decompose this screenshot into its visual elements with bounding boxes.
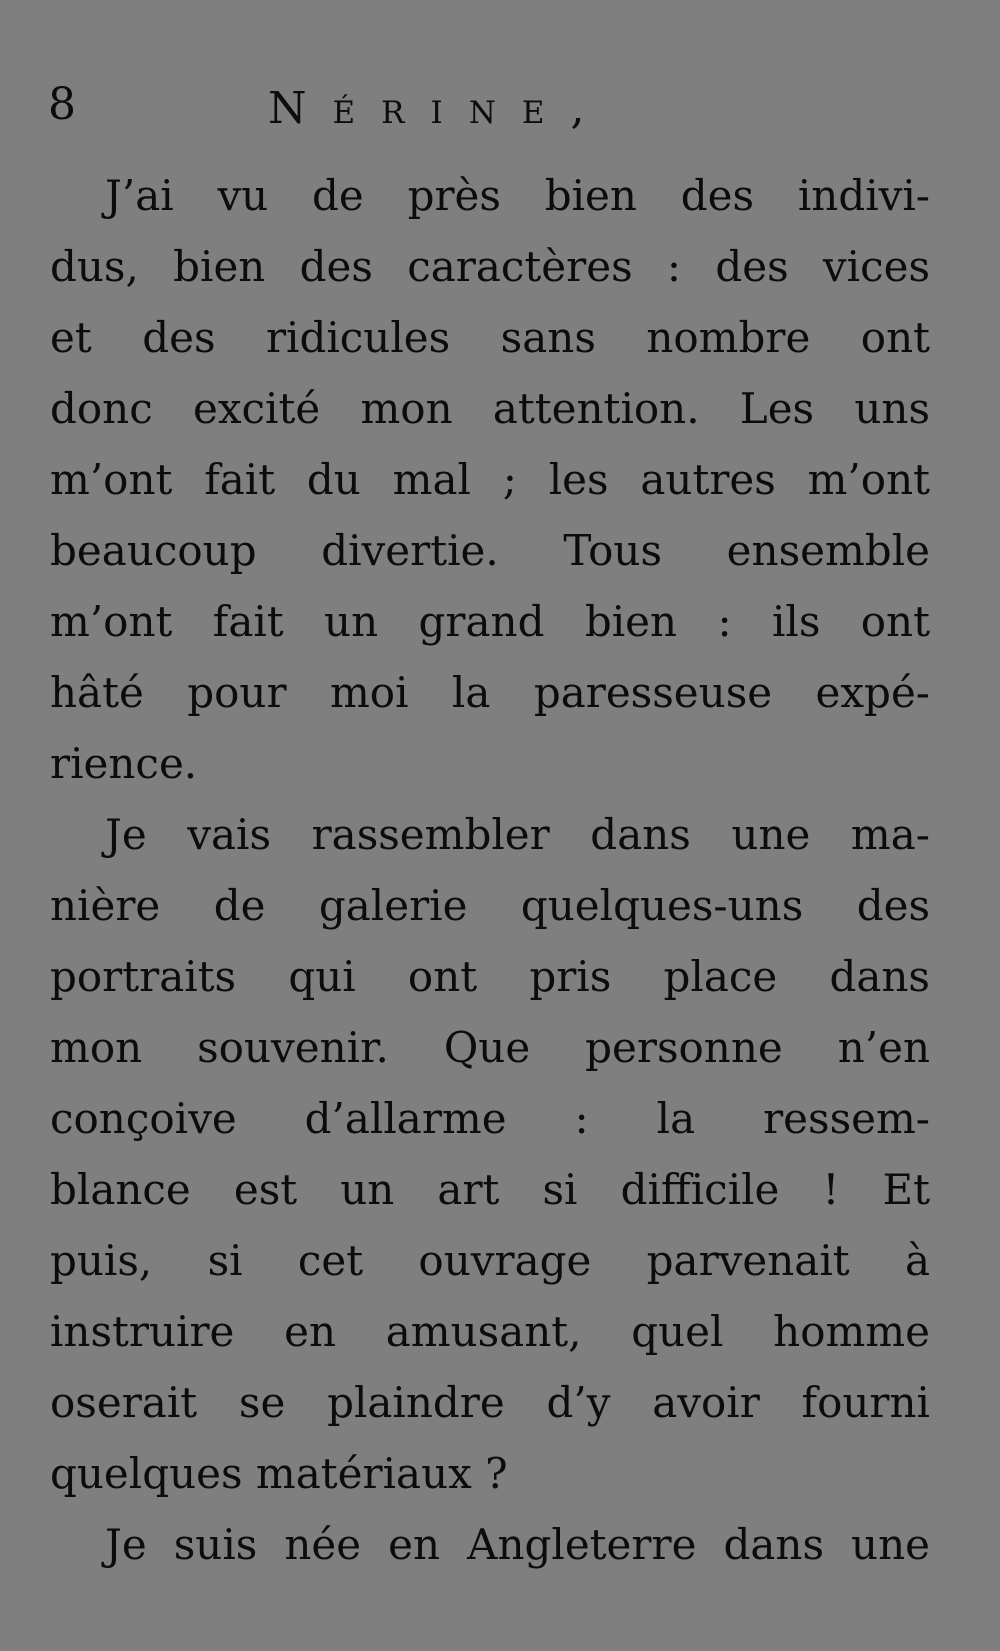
page-number: 8	[48, 79, 76, 130]
text-line: conçoive d’allarme : la ressem-	[50, 1094, 930, 1143]
text-line: dus, bien des caractères : des vices	[50, 242, 930, 291]
running-head: Nérine,	[268, 83, 611, 134]
text-line: portraits qui ont pris place dans	[50, 952, 930, 1001]
text-line: J’ai vu de près bien des indivi-	[105, 171, 930, 220]
text-line: m’ont fait du mal ; les autres m’ont	[50, 455, 930, 504]
text-line: instruire en amusant, quel homme	[50, 1307, 930, 1356]
text-line: mon souvenir. Que personne n’en	[50, 1023, 930, 1072]
text-line: beaucoup divertie. Tous ensemble	[50, 526, 930, 575]
text-line: donc excité mon attention. Les uns	[50, 384, 930, 433]
text-line: nière de galerie quelques-uns des	[50, 881, 930, 930]
body-text	[50, 160, 930, 1580]
text-line: quelques matériaux ?	[50, 1449, 508, 1498]
text-line: blance est un art si difficile ! Et	[50, 1165, 930, 1214]
text-line: puis, si cet ouvrage parvenait à	[50, 1236, 930, 1285]
text-line: oserait se plaindre d’y avoir fourni	[50, 1378, 930, 1427]
text-line: m’ont fait un grand bien : ils ont	[50, 597, 930, 646]
text-line: Je suis née en Angleterre dans une	[105, 1520, 930, 1569]
text-line: rience.	[50, 739, 198, 788]
text-line: hâté pour moi la paresseuse expé-	[50, 668, 930, 717]
text-line: Je vais rassembler dans une ma-	[105, 810, 930, 859]
text-line: et des ridicules sans nombre ont	[50, 313, 930, 362]
